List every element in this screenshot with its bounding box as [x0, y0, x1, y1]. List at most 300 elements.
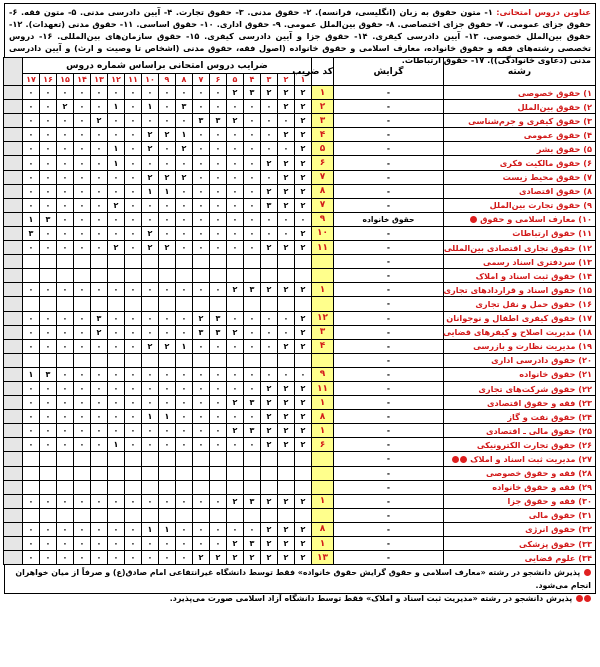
coef-cell: ۰ — [142, 424, 159, 438]
coef-cell: ۰ — [91, 551, 108, 565]
shaded-cell — [3, 339, 22, 353]
coef-cell: ۰ — [74, 551, 91, 565]
coef-cell: ۳ — [244, 86, 261, 100]
coef-cell: ۰ — [108, 494, 125, 508]
coef-cell: ۳ — [244, 424, 261, 438]
coef-cell: ۲ — [142, 339, 159, 353]
coef-cell: ۲ — [261, 410, 278, 424]
coef-cell: ۰ — [176, 438, 193, 452]
coef-cell: ۱ — [159, 410, 176, 424]
specialization: - — [334, 508, 444, 522]
coef-cell: ۰ — [142, 396, 159, 410]
coef-cell — [278, 269, 295, 283]
coef-cell: ۰ — [91, 283, 108, 297]
coef-code: ۱۲ — [312, 311, 334, 325]
specialization: - — [334, 480, 444, 494]
coef-cell: ۰ — [108, 381, 125, 395]
coef-cell: ۰ — [57, 114, 74, 128]
table-row — [3, 86, 595, 100]
coef-cell: ۰ — [193, 226, 210, 240]
coef-cell — [278, 255, 295, 269]
coef-cell: ۰ — [125, 438, 142, 452]
specialization-column-header: گرایش — [334, 58, 444, 86]
coef-cell — [74, 480, 91, 494]
coef-cell: ۰ — [244, 198, 261, 212]
field-name: ۶) حقوق مالکیت فکری — [444, 156, 596, 170]
coef-cell: ۰ — [57, 283, 74, 297]
coef-cell: ۲ — [261, 184, 278, 198]
coef-cell — [108, 466, 125, 480]
coef-cell: ۲ — [278, 396, 295, 410]
coef-cell: ۱ — [176, 339, 193, 353]
table-row — [3, 522, 595, 536]
coef-cell: ۰ — [74, 396, 91, 410]
coef-cell — [176, 480, 193, 494]
coef-cell: ۲ — [142, 241, 159, 255]
coef-cell: ۰ — [22, 381, 39, 395]
coef-cell: ۱ — [108, 142, 125, 156]
coef-code: ۱ — [312, 283, 334, 297]
coef-cell: ۰ — [22, 170, 39, 184]
shaded-cell — [3, 452, 22, 466]
coef-cell: ۰ — [176, 283, 193, 297]
coef-cell: ۲ — [261, 86, 278, 100]
coef-cell — [193, 508, 210, 522]
coef-cell: ۰ — [125, 114, 142, 128]
field-name: ۳) حقوق کیفری و جرم‌شناسی — [444, 114, 596, 128]
coef-cell: ۰ — [227, 438, 244, 452]
table-row — [3, 241, 595, 255]
coef-cell: ۰ — [74, 128, 91, 142]
coef-cell: ۰ — [227, 212, 244, 226]
coef-cell: ۰ — [210, 212, 227, 226]
coef-code: ۸ — [312, 184, 334, 198]
coef-cell: ۰ — [193, 128, 210, 142]
coef-cell: ۰ — [22, 198, 39, 212]
coef-cell — [244, 508, 261, 522]
shaded-cell — [3, 212, 22, 226]
coef-cell: ۰ — [210, 226, 227, 240]
coef-cell — [40, 480, 57, 494]
coef-cell — [57, 255, 74, 269]
coef-cell: ۰ — [176, 198, 193, 212]
coef-code: ۲ — [312, 100, 334, 114]
coef-code: ۸ — [312, 522, 334, 536]
coef-cell: ۰ — [278, 226, 295, 240]
coef-cell: ۰ — [244, 212, 261, 226]
coef-cell: ۰ — [193, 198, 210, 212]
coef-cell — [125, 269, 142, 283]
coef-cell — [261, 480, 278, 494]
coef-cell: ۰ — [125, 184, 142, 198]
shaded-cell — [3, 424, 22, 438]
coef-cell: ۳ — [244, 396, 261, 410]
coef-cell: ۲ — [261, 156, 278, 170]
field-name: ۲۶) حقوق تجارت الکترونیکی — [444, 438, 596, 452]
coef-code — [312, 480, 334, 494]
coef-cell: ۱ — [159, 184, 176, 198]
coef-cell: ۰ — [210, 438, 227, 452]
coef-cell: ۲ — [278, 424, 295, 438]
coef-cell: ۰ — [74, 381, 91, 395]
red-dot-icon — [452, 456, 459, 463]
coef-cell: ۲ — [295, 551, 312, 565]
coef-cell: ۰ — [159, 551, 176, 565]
field-name: ۱۰) معارف اسلامی و حقوق — [444, 212, 596, 226]
coef-cell: ۰ — [91, 537, 108, 551]
coef-cell: ۰ — [125, 367, 142, 381]
coef-cell — [22, 480, 39, 494]
coef-code: ۵ — [312, 142, 334, 156]
coef-cell: ۰ — [57, 212, 74, 226]
field-name: ۸) حقوق اقتصادی — [444, 184, 596, 198]
coef-cell: ۳ — [193, 114, 210, 128]
coef-cell: ۳ — [22, 226, 39, 240]
coefficients-table — [3, 57, 596, 565]
coef-cell: ۰ — [91, 226, 108, 240]
coef-cell: ۰ — [74, 367, 91, 381]
shaded-cell — [3, 537, 22, 551]
coef-cell — [142, 466, 159, 480]
coef-cell: ۰ — [261, 339, 278, 353]
coef-cell: ۰ — [244, 367, 261, 381]
coef-cell: ۰ — [74, 283, 91, 297]
coef-cell: ۰ — [40, 241, 57, 255]
coef-cell — [108, 297, 125, 311]
field-name: ۴) حقوق عمومی — [444, 128, 596, 142]
coef-cell: ۰ — [40, 381, 57, 395]
coef-cell: ۰ — [57, 522, 74, 536]
specialization: - — [334, 537, 444, 551]
coef-cell: ۰ — [227, 522, 244, 536]
coef-cell: ۳ — [210, 325, 227, 339]
coef-cell — [108, 269, 125, 283]
coef-cell: ۰ — [193, 86, 210, 100]
coef-cell: ۰ — [57, 367, 74, 381]
coef-cell: ۰ — [193, 170, 210, 184]
coef-cell: ۰ — [74, 438, 91, 452]
coef-cell: ۲ — [278, 494, 295, 508]
coef-cell: ۰ — [193, 100, 210, 114]
coef-cell: ۰ — [176, 241, 193, 255]
coef-cell — [295, 297, 312, 311]
coef-cell — [227, 480, 244, 494]
coef-cell: ۰ — [108, 86, 125, 100]
coef-cell: ۰ — [278, 114, 295, 128]
course-number-header: ۸ — [176, 74, 193, 86]
coef-cell — [193, 353, 210, 367]
coef-cell: ۰ — [57, 241, 74, 255]
coef-cell: ۰ — [142, 283, 159, 297]
coef-cell: ۰ — [261, 325, 278, 339]
coef-cell: ۰ — [57, 156, 74, 170]
coef-cell: ۲ — [278, 283, 295, 297]
coef-cell: ۰ — [108, 522, 125, 536]
coef-cell: ۰ — [244, 226, 261, 240]
coef-cell: ۰ — [22, 522, 39, 536]
coef-cell — [125, 255, 142, 269]
coef-cell — [210, 297, 227, 311]
coef-cell: ۲ — [295, 522, 312, 536]
coef-cell: ۳ — [210, 114, 227, 128]
coef-cell: ۳ — [176, 100, 193, 114]
field-name: ۳۱) حقوق مالی — [444, 508, 596, 522]
coef-cell — [159, 480, 176, 494]
coef-cell: ۰ — [159, 367, 176, 381]
coef-cell: ۲ — [244, 551, 261, 565]
coef-cell: ۰ — [40, 537, 57, 551]
coef-cell: ۲ — [210, 551, 227, 565]
course-number-header: ۳ — [261, 74, 278, 86]
coef-cell: ۰ — [159, 142, 176, 156]
coef-cell: ۰ — [159, 100, 176, 114]
coef-cell: ۰ — [193, 184, 210, 198]
footnote-1: پذیرش دانشجو در رشته «معارف اسلامی و حقوق گرایش حقوق خانواده» فقط توسط دانشگاه غیرانتفاعی امام صادق(ع) و صرفاً از میان خواهران انجام می‌شود. — [15, 568, 591, 591]
coef-cell — [176, 353, 193, 367]
coef-cell: ۲ — [261, 551, 278, 565]
coef-cell — [176, 269, 193, 283]
coef-cell: ۰ — [40, 396, 57, 410]
coef-cell: ۰ — [244, 142, 261, 156]
coef-cell: ۰ — [244, 410, 261, 424]
coef-cell: ۱ — [142, 410, 159, 424]
coef-cell: ۰ — [125, 311, 142, 325]
coef-cell — [91, 466, 108, 480]
table-row — [3, 396, 595, 410]
coef-cell: ۲ — [227, 494, 244, 508]
specialization: - — [334, 269, 444, 283]
coef-cell — [278, 466, 295, 480]
coef-code: ۱۰ — [312, 226, 334, 240]
footnote-2: پذیرش دانشجو در رشته «مدیریت ثبت اسناد و املاک» فقط توسط دانشگاه آزاد اسلامی صورت می‌پذیرد. — [9, 592, 591, 605]
table-row — [3, 438, 595, 452]
coef-cell: ۰ — [227, 381, 244, 395]
coef-cell: ۲ — [295, 311, 312, 325]
coef-cell: ۰ — [227, 198, 244, 212]
coef-cell: ۲ — [278, 198, 295, 212]
coef-cell: ۰ — [244, 522, 261, 536]
coef-cell: ۰ — [125, 396, 142, 410]
coef-cell — [57, 269, 74, 283]
table-row — [3, 466, 595, 480]
coef-cell: ۲ — [295, 339, 312, 353]
coef-cell: ۰ — [108, 410, 125, 424]
coef-cell: ۰ — [210, 241, 227, 255]
coef-cell — [278, 353, 295, 367]
coef-cell: ۰ — [57, 142, 74, 156]
code-column-header: کد ضریب — [312, 58, 334, 86]
coef-cell: ۰ — [176, 410, 193, 424]
coef-cell: ۰ — [22, 100, 39, 114]
coef-cell: ۰ — [210, 381, 227, 395]
coef-cell: ۰ — [22, 142, 39, 156]
coef-cell: ۰ — [227, 226, 244, 240]
coef-cell: ۰ — [40, 86, 57, 100]
red-dot-icon — [576, 595, 583, 602]
coef-cell: ۰ — [159, 396, 176, 410]
coef-cell — [227, 353, 244, 367]
shaded-cell — [3, 551, 22, 565]
coef-cell — [142, 480, 159, 494]
coef-cell — [108, 508, 125, 522]
coef-cell: ۰ — [193, 410, 210, 424]
coef-cell: ۰ — [57, 494, 74, 508]
field-name: ۳۳) حقوق پزشکی — [444, 537, 596, 551]
coef-cell: ۲ — [142, 128, 159, 142]
coef-cell: ۰ — [40, 184, 57, 198]
coef-cell: ۰ — [193, 396, 210, 410]
coef-group-header: ضرایب دروس امتحانی براساس شماره دروس — [22, 58, 311, 74]
coef-cell: ۰ — [193, 494, 210, 508]
coef-cell: ۰ — [57, 424, 74, 438]
coef-cell: ۰ — [22, 86, 39, 100]
coef-cell — [210, 353, 227, 367]
coef-cell: ۰ — [91, 494, 108, 508]
specialization: - — [334, 438, 444, 452]
coef-cell: ۲ — [227, 114, 244, 128]
coef-cell — [244, 297, 261, 311]
coef-cell — [142, 255, 159, 269]
coef-cell: ۰ — [227, 367, 244, 381]
coef-code: ۱ — [312, 86, 334, 100]
shaded-cell — [3, 410, 22, 424]
table-row — [3, 480, 595, 494]
coef-cell — [176, 452, 193, 466]
shaded-cell — [3, 396, 22, 410]
coef-cell: ۰ — [244, 114, 261, 128]
coef-cell: ۰ — [142, 551, 159, 565]
coef-cell — [278, 297, 295, 311]
coef-cell: ۳ — [261, 198, 278, 212]
course-number-header: ۶ — [210, 74, 227, 86]
specialization: - — [334, 551, 444, 565]
coef-cell: ۰ — [142, 198, 159, 212]
coef-cell: ۰ — [22, 184, 39, 198]
shaded-cell — [3, 480, 22, 494]
coef-cell — [57, 466, 74, 480]
coef-cell: ۰ — [74, 241, 91, 255]
coef-cell: ۰ — [74, 494, 91, 508]
coef-cell: ۰ — [244, 128, 261, 142]
coef-code: ۷ — [312, 170, 334, 184]
specialization: - — [334, 325, 444, 339]
coef-code — [312, 297, 334, 311]
coef-cell — [40, 466, 57, 480]
coef-cell: ۰ — [91, 156, 108, 170]
coef-cell — [74, 255, 91, 269]
coef-cell: ۰ — [57, 381, 74, 395]
dot-column-header — [3, 58, 22, 86]
coef-code: ۱ — [312, 494, 334, 508]
specialization: - — [334, 452, 444, 466]
coef-cell: ۰ — [108, 551, 125, 565]
coef-code: ۱ — [312, 537, 334, 551]
coef-cell: ۰ — [91, 410, 108, 424]
course-number-header: ۱۷ — [22, 74, 39, 86]
course-number-header: ۷ — [193, 74, 210, 86]
coef-cell: ۰ — [74, 226, 91, 240]
coef-cell — [227, 452, 244, 466]
coef-cell: ۰ — [193, 522, 210, 536]
coef-cell: ۰ — [91, 424, 108, 438]
table-row — [3, 325, 595, 339]
shaded-cell — [3, 170, 22, 184]
coef-cell: ۲ — [295, 424, 312, 438]
coef-cell: ۰ — [142, 86, 159, 100]
coef-cell: ۰ — [142, 381, 159, 395]
coef-cell: ۰ — [176, 184, 193, 198]
coef-cell: ۰ — [210, 170, 227, 184]
coef-cell: ۰ — [74, 522, 91, 536]
coef-code: ۶ — [312, 156, 334, 170]
coef-cell — [91, 297, 108, 311]
shaded-cell — [3, 86, 22, 100]
coef-cell — [125, 466, 142, 480]
coef-cell: ۲ — [227, 551, 244, 565]
coef-cell: ۰ — [108, 537, 125, 551]
coef-cell: ۱ — [142, 100, 159, 114]
coef-cell: ۰ — [108, 339, 125, 353]
shaded-cell — [3, 198, 22, 212]
coef-cell — [159, 466, 176, 480]
coef-code — [312, 255, 334, 269]
coef-cell: ۰ — [210, 128, 227, 142]
coef-cell: ۰ — [22, 128, 39, 142]
coef-cell — [108, 255, 125, 269]
coef-cell: ۲ — [227, 283, 244, 297]
shaded-cell — [3, 283, 22, 297]
coef-cell: ۰ — [176, 114, 193, 128]
coef-cell: ۲ — [91, 325, 108, 339]
field-name: ۳۴) علوم قضایی — [444, 551, 596, 565]
coef-cell: ۰ — [244, 100, 261, 114]
red-dot-icon — [470, 216, 477, 223]
coef-cell: ۲ — [227, 396, 244, 410]
specialization: - — [334, 142, 444, 156]
coef-cell — [210, 269, 227, 283]
coef-cell: ۰ — [125, 494, 142, 508]
coef-cell: ۰ — [261, 170, 278, 184]
coef-cell: ۰ — [74, 142, 91, 156]
specialization: - — [334, 283, 444, 297]
table-row — [3, 297, 595, 311]
coef-cell: ۰ — [22, 438, 39, 452]
coef-cell: ۰ — [74, 339, 91, 353]
coef-cell: ۰ — [91, 241, 108, 255]
table-row — [3, 381, 595, 395]
coef-cell: ۰ — [193, 283, 210, 297]
coef-cell — [159, 508, 176, 522]
coef-cell: ۰ — [125, 381, 142, 395]
field-name: ۲۱) حقوق خانواده — [444, 367, 596, 381]
coef-cell — [261, 508, 278, 522]
coef-cell: ۰ — [22, 241, 39, 255]
coef-cell: ۰ — [22, 325, 39, 339]
coef-cell: ۰ — [193, 156, 210, 170]
coef-cell — [22, 297, 39, 311]
coef-cell — [210, 255, 227, 269]
coef-cell: ۰ — [142, 114, 159, 128]
coef-cell: ۰ — [22, 410, 39, 424]
coef-cell: ۰ — [227, 339, 244, 353]
coef-cell: ۰ — [176, 522, 193, 536]
coef-cell: ۰ — [142, 438, 159, 452]
field-name: ۱۶) حقوق حمل و نقل تجاری — [444, 297, 596, 311]
coef-cell: ۰ — [125, 283, 142, 297]
coef-cell: ۰ — [210, 142, 227, 156]
field-name: ۱۷) حقوق کیفری اطفال و نوجوانان — [444, 311, 596, 325]
coef-cell: ۰ — [159, 537, 176, 551]
